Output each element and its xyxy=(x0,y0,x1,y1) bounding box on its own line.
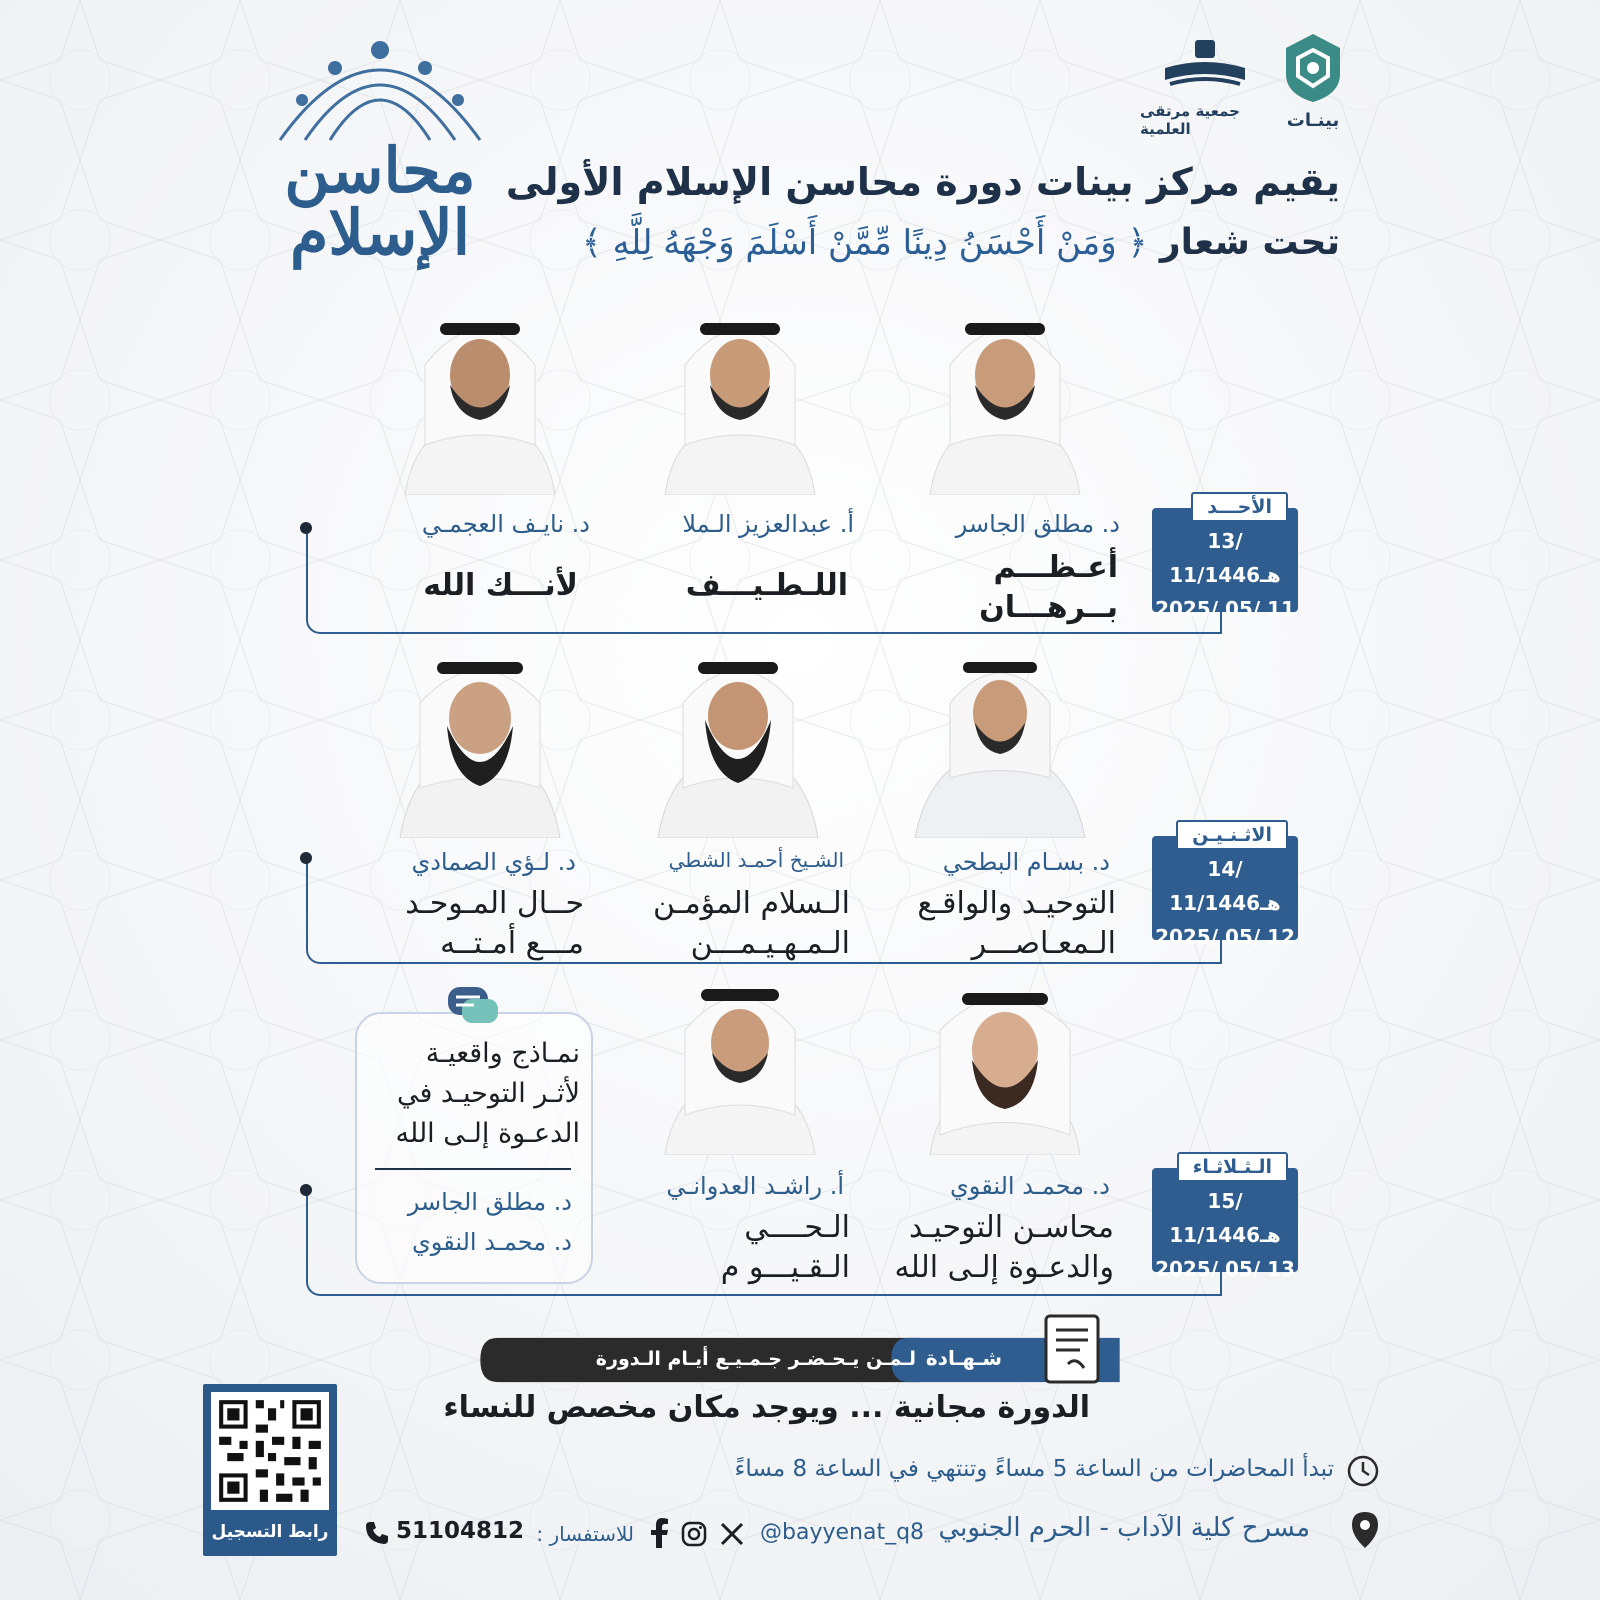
speaker-name: د. محمـد النقوي xyxy=(950,1172,1110,1200)
qr-caption: رابط التسجيل xyxy=(211,1522,329,1542)
session-topic xyxy=(917,884,1116,964)
session-topic xyxy=(721,1208,850,1288)
gregorian-date: 2025/ 05/ 11 xyxy=(1155,597,1295,621)
speaker-name: د. مطلق الجاسر xyxy=(955,510,1120,538)
qr-code-graphic xyxy=(211,1392,329,1510)
slogan-prefix: تحت شعار xyxy=(1159,222,1340,263)
day-label: الاثـنـيـن xyxy=(1176,820,1288,850)
slogan xyxy=(582,222,1340,263)
speaker-photo-luay xyxy=(385,648,575,838)
location-text: مسرح كلية الآداب - الحرم الجنوبي xyxy=(938,1513,1310,1543)
speaker-name: د. بسـام البطحي xyxy=(942,848,1110,876)
topic-line: الـمعـاصـــر xyxy=(971,926,1116,961)
certificate-label: شـهـادة xyxy=(925,1346,1002,1370)
murtaqa-logo-icon xyxy=(1160,38,1250,98)
bayyenat-logo-caption: بينـات xyxy=(1286,110,1340,131)
topic-line: والدعـوة إلـى الله xyxy=(894,1250,1114,1285)
chat-bubble-icon xyxy=(446,985,502,1033)
bayyenat-logo xyxy=(1268,30,1358,131)
panel-divider xyxy=(375,1168,571,1170)
topic-line: بــرهـــان xyxy=(979,590,1118,625)
speaker-photo-mohammad xyxy=(910,975,1100,1155)
session-topic xyxy=(423,566,578,606)
speaker-name: د. نايـف العجمـي xyxy=(421,510,590,538)
topic-line: الـسلام المؤمـن xyxy=(652,886,850,921)
qr-card[interactable] xyxy=(203,1384,337,1556)
hijri-date: 13/ 11/1446هـ xyxy=(1169,529,1281,587)
topic-line: الـحــــي xyxy=(744,1210,850,1245)
certificate-icon xyxy=(1040,1312,1104,1388)
ornament-icon xyxy=(250,20,510,150)
gregorian-date: 2025/ 05/ 13 xyxy=(1155,1257,1295,1281)
clock-icon xyxy=(1346,1454,1380,1488)
session-topic xyxy=(686,566,848,606)
day-card-tuesday xyxy=(1152,1156,1298,1281)
session-topic xyxy=(653,884,850,964)
hijri-date: 15/ 11/1446هـ xyxy=(1169,1189,1281,1247)
day-label: الـثـلاثـاء xyxy=(1177,1152,1288,1182)
topic-line: الدعـوة إلـى الله xyxy=(395,1118,580,1149)
topic-line: مـــع أمـتــه xyxy=(440,926,584,961)
hijri-date: 14/ 11/1446هـ xyxy=(1169,857,1281,915)
topic-line: الـمـهـيـمـــن xyxy=(690,926,850,961)
speaker-photo-bassam xyxy=(905,648,1095,838)
gregorian-date: 2025/ 05/ 12 xyxy=(1155,925,1295,949)
topic-line: اللـطـيـــف xyxy=(685,568,848,603)
timeline-dot xyxy=(300,852,312,864)
murtaqa-logo xyxy=(1140,38,1270,138)
topic-line: نمـاذج واقعيـة xyxy=(425,1038,580,1069)
speaker-name: أ. راشـد العدوانـي xyxy=(666,1172,844,1200)
speaker-name: أ. عبدالعزيز الـملا xyxy=(682,510,854,538)
speaker-photo-rashed xyxy=(645,975,835,1155)
phone-number[interactable]: 51104812 xyxy=(396,1518,525,1544)
day-card-monday xyxy=(1152,824,1298,949)
speaker-photo-ahmad xyxy=(643,648,833,838)
speaker-photo-mutlaq xyxy=(910,305,1100,495)
day-card-sunday xyxy=(1152,496,1298,621)
speaker-photo-nayef xyxy=(385,305,575,495)
time-note: تبدأ المحاضرات من الساعة 5 مساءً وتنتهي في الساعة 8 مساءً xyxy=(734,1456,1334,1482)
session-topic xyxy=(405,884,584,964)
speaker-name: د. لـؤي الصمادي xyxy=(411,848,576,876)
session-topic xyxy=(895,1208,1114,1288)
topic-line: حــال المـوحـد xyxy=(405,886,584,921)
timeline-dot xyxy=(300,522,312,534)
x-icon[interactable] xyxy=(718,1520,746,1548)
facebook-icon[interactable] xyxy=(648,1518,670,1548)
qr-code[interactable] xyxy=(211,1392,329,1510)
topic-line: لأثـر التوحيـد في xyxy=(396,1078,580,1109)
timeline-dot xyxy=(300,1184,312,1196)
inquiry-label: للاستفسار : xyxy=(536,1522,634,1546)
speaker-name: الشـيخ أحمـد الشطي xyxy=(668,848,844,872)
speaker-name: د. محمـد النقوي xyxy=(412,1228,572,1256)
topic-line: لأنـــك الله xyxy=(423,568,578,603)
speaker-name: د. مطلق الجاسر xyxy=(407,1188,572,1216)
phone-icon xyxy=(364,1520,390,1546)
bayyenat-logo-icon xyxy=(1280,30,1346,106)
instagram-icon[interactable] xyxy=(680,1520,708,1548)
session-topic xyxy=(979,548,1118,628)
certificate-text: لـمـن يـحـضـر جـمـيـع أيـام الـدورة xyxy=(595,1348,916,1370)
panel-topic xyxy=(396,1034,580,1154)
day-label: الأحـــد xyxy=(1191,492,1288,522)
page-title: يقيم مركز بينات دورة محاسن الإسلام الأولى xyxy=(505,160,1340,204)
murtaqa-logo-caption: جمعية مرتقى العلمية xyxy=(1140,102,1240,138)
topic-line: أعـظـــم xyxy=(993,550,1118,585)
topic-line: التوحيـد والواقـع xyxy=(917,886,1116,921)
calligraphy-title: محاسن الإسلام xyxy=(284,134,476,269)
slogan-verse: ﴿ وَمَنْ أَحْسَنُ دِينًا مِّمَّنْ أَسْلَمَ وَجْهَهُ لِلَّهِ ﴾ xyxy=(581,223,1148,263)
free-note: الدورة مجانية ... ويوجد مكان مخصص للنساء xyxy=(443,1390,1090,1425)
social-handle[interactable]: @bayyenat_q8 xyxy=(760,1520,925,1545)
speaker-photo-abdulaziz xyxy=(645,305,835,495)
location-pin-icon xyxy=(1350,1510,1380,1550)
topic-line: الـقـيـــو م xyxy=(720,1250,850,1285)
topic-line: محاسـن التوحيـد xyxy=(908,1210,1114,1245)
